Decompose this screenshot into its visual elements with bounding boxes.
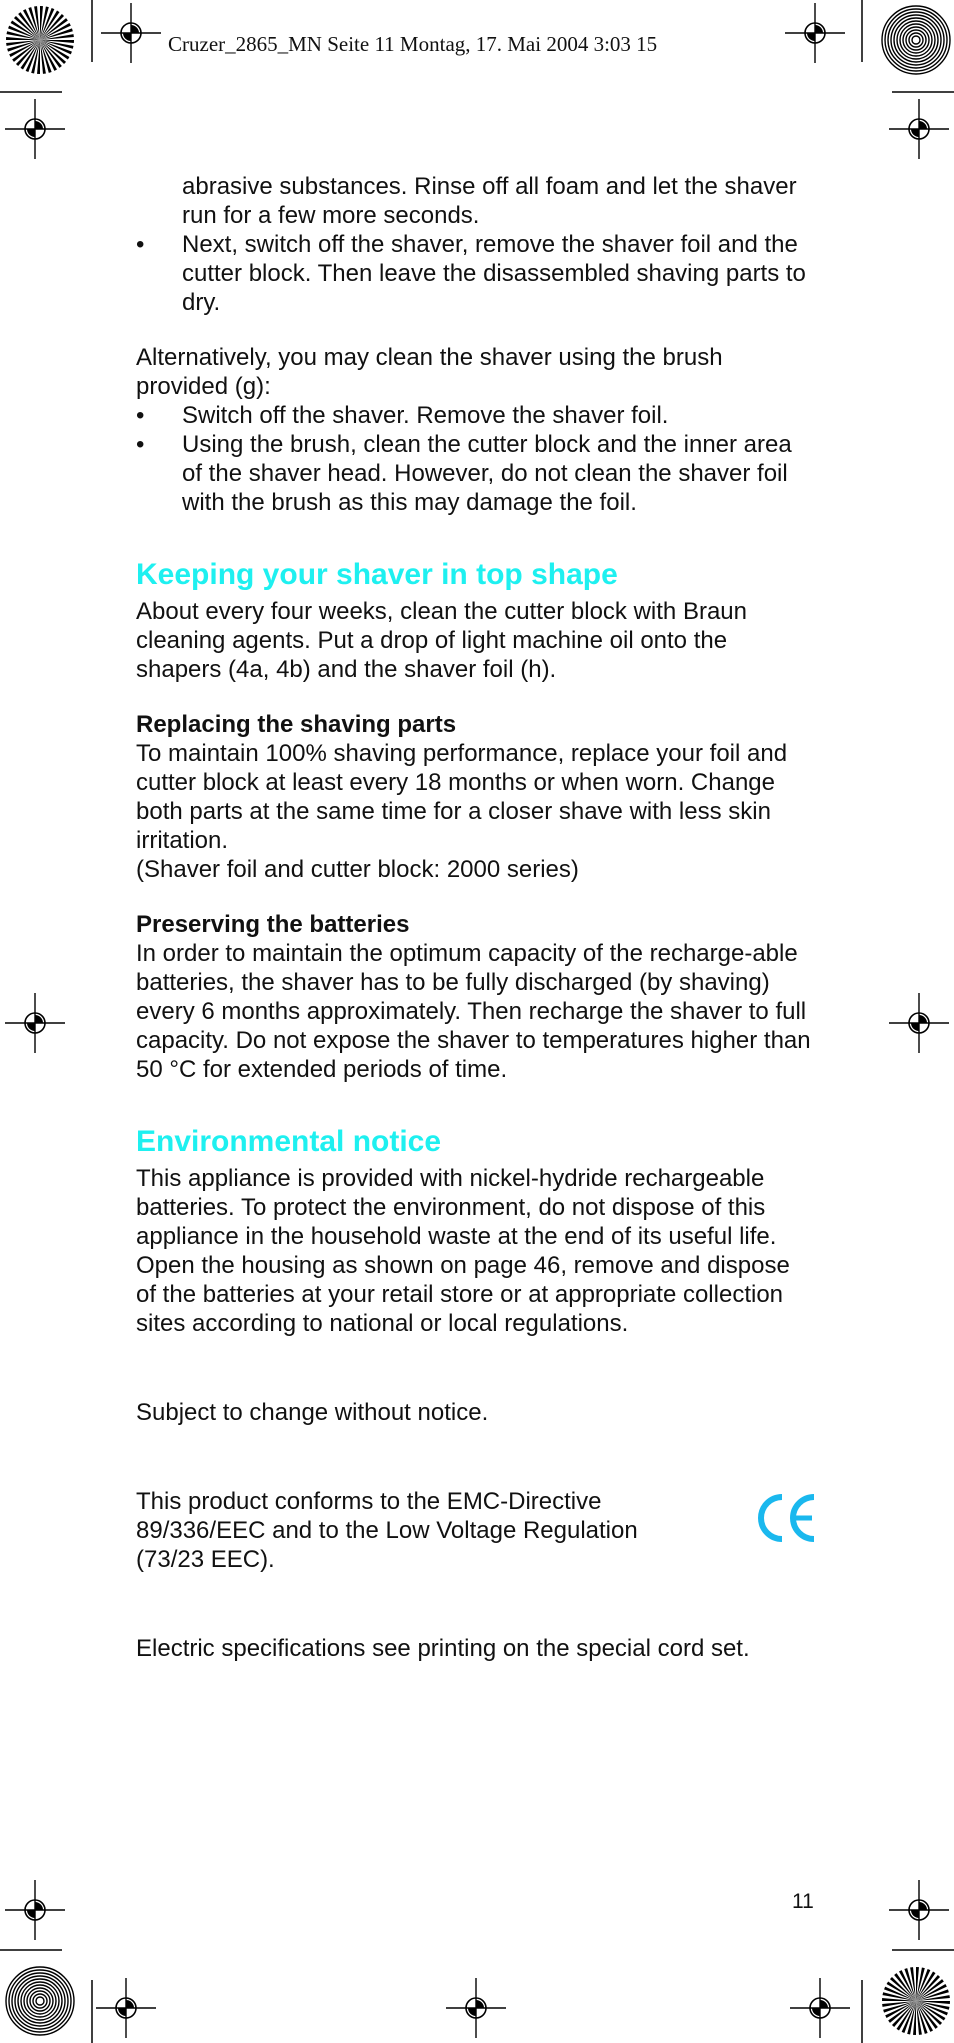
batteries-body: In order to maintain the optimum capacity of the recharge-able batteries, the shaver has to be fully discharged (by shaving) every 6 months approximately. Then recharge the shaver to full capacity. Do not expose the shaver to temperatures higher than 50 °C for extended periods of time.: [136, 940, 811, 1083]
continued-paragraph: abrasive substances. Rinse off all foam and let the shaver run for a few more seconds.: [182, 173, 797, 229]
section-heading-environment: Environmental notice: [136, 1125, 442, 1158]
change-notice: Subject to change without notice.: [136, 1399, 489, 1426]
registration-target-right-top: [884, 84, 954, 204]
electric-spec-note: Electric specifications see printing on the special cord set.: [136, 1635, 750, 1662]
registration-target-bottom-2: [396, 1973, 556, 2043]
running-head: Cruzer_2865_MN Seite 11 Montag, 17. Mai 2004 3:03 15: [168, 32, 658, 56]
subheading-replacing: Replacing the shaving parts: [136, 711, 457, 738]
registration-target-top-2: [740, 0, 860, 68]
top-shape-body: About every four weeks, clean the cutter block with Braun cleaning agents. Put a drop of light machine oil onto the shapers (4a, 4b) and the shaver foil (h).: [136, 598, 747, 683]
bullet-icon: •: [136, 402, 145, 429]
conformity-text: This product conforms to the EMC-Directive 89/336/EEC and to the Low Voltage Regulation (73/23 EEC).: [136, 1488, 638, 1573]
registration-target-left-bottom: [0, 1830, 70, 1990]
list-item: [136, 230, 816, 317]
brush-intro: Alternatively, you may clean the shaver using the brush provided (g):: [136, 344, 723, 400]
ce-mark-icon: [758, 1493, 816, 1543]
environment-body: This appliance is provided with nickel-hydride rechargeable batteries. To protect the environment, do not dispose of this appliance in the household waste at the end of its useful life. Open the housing as shown on page 46, remove and dispose of the batteries at your retail store or at appropriate collection sites according to national or local regulations.: [136, 1165, 790, 1337]
list-item-text: Switch off the shaver. Remove the shaver foil.: [182, 402, 669, 429]
list-item-text: Next, switch off the shaver, remove the shaver foil and the cutter block. Then leave the disassembled shaving parts to dry.: [182, 231, 806, 316]
registration-target-right-mid: [884, 943, 954, 1103]
section-heading-top-shape: Keeping your shaver in top shape: [136, 558, 618, 591]
bullet-icon: •: [136, 431, 145, 458]
registration-target-left-mid: [0, 943, 70, 1103]
conformity-block: [136, 1487, 816, 1574]
registration-target-bottom-1: [86, 1973, 206, 2043]
list-item: [136, 430, 816, 517]
page-number: 11: [792, 1890, 814, 1913]
list-item: [136, 401, 816, 430]
list-item-text: Using the brush, clean the cutter block and the inner area of the shaver head. However, do not clean the shaver foil with the brush as this may damage the foil.: [182, 431, 792, 516]
subheading-batteries: Preserving the batteries: [136, 911, 410, 938]
replacing-body: To maintain 100% shaving performance, replace your foil and cutter block at least every 18 months or when worn. Change both parts at the same time for a closer shave with less skin irritation.: [136, 740, 788, 854]
registration-target-right-bottom: [884, 1830, 954, 1990]
replacing-note: (Shaver foil and cutter block: 2000 series): [136, 856, 579, 883]
registration-target-bottom-3: [740, 1973, 860, 2043]
bullet-icon: •: [136, 231, 145, 258]
page-content: [136, 172, 816, 1663]
registration-target-left-top: [0, 84, 70, 204]
